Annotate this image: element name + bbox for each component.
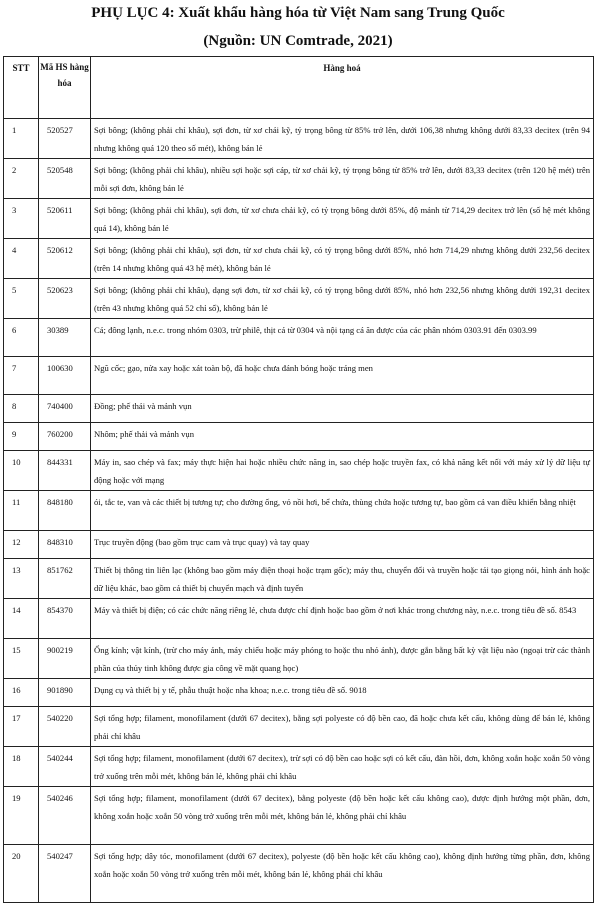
row-stt: 9 bbox=[4, 423, 39, 451]
table-row bbox=[4, 395, 594, 423]
row-stt: 14 bbox=[4, 599, 39, 639]
table-row bbox=[4, 491, 594, 531]
row-description: ói, tắc te, van và các thiết bị tương tự; cho đường ống, vỏ nồi hơi, bể chứa, thùng chứa hoặc tương tự, bao gồm cả van điều khiển bằng nhiệt bbox=[91, 491, 594, 531]
row-hs-code: 854370 bbox=[39, 599, 91, 639]
table-row bbox=[4, 357, 594, 395]
row-stt: 1 bbox=[4, 119, 39, 159]
table-row bbox=[4, 679, 594, 707]
header-goods: Hàng hoá bbox=[91, 57, 594, 119]
row-stt: 3 bbox=[4, 199, 39, 239]
row-description: Sợi bông; (không phải chỉ khâu), sợi đơn, từ xơ chưa chải kỹ, có tỷ trọng bông dưới 85%, độ mảnh từ 714,29 decitex trở lên (số hệ mét không quá 14), không bán lẻ bbox=[91, 199, 594, 239]
row-stt: 18 bbox=[4, 747, 39, 787]
row-description: Sợi tổng hợp; filament, monofilament (dưới 67 decitex), bằng polyeste (độ bền hoặc kết cấu không cao), được định hướng một phần, đơn, không xoắn hoặc xoắn 50 vòng trở xuống trên mỗi mét, không bán lẻ, không phải chỉ khâu bbox=[91, 787, 594, 845]
row-hs-code: 540246 bbox=[39, 787, 91, 845]
row-hs-code: 901890 bbox=[39, 679, 91, 707]
row-description: Máy in, sao chép và fax; máy thực hiện hai hoặc nhiều chức năng in, sao chép hoặc truyền fax, có khả năng kết nối với máy xử lý dữ liệu tự động hoặc với mạng bbox=[91, 451, 594, 491]
row-hs-code: 740400 bbox=[39, 395, 91, 423]
table-row bbox=[4, 451, 594, 491]
row-hs-code: 520612 bbox=[39, 239, 91, 279]
table-row bbox=[4, 239, 594, 279]
table-row bbox=[4, 319, 594, 357]
row-stt: 4 bbox=[4, 239, 39, 279]
row-description: Thiết bị thông tin liên lạc (không bao gồm máy điện thoại hoặc trạm gốc); máy thu, chuyển đổi và truyền hoặc tái tạo giọng nói, hình ảnh hoặc dữ liệu khác, bao gồm cả thiết bị chuyển mạch và định tuyến bbox=[91, 559, 594, 599]
row-description: Sợi tổng hợp; filament, monofilament (dưới 67 decitex), trừ sợi có độ bền cao hoặc sợi có kết cấu, đàn hồi, đơn, không xoắn hoặc xoắn 50 vòng trở xuống trên mỗi mét, không bán lẻ, không phải chỉ khâu bbox=[91, 747, 594, 787]
table-row bbox=[4, 787, 594, 845]
table-row bbox=[4, 707, 594, 747]
table-row bbox=[4, 159, 594, 199]
row-stt: 2 bbox=[4, 159, 39, 199]
header-hs-code: Mã HS hàng hóa bbox=[39, 57, 91, 119]
row-stt: 12 bbox=[4, 531, 39, 559]
row-description: Dụng cụ và thiết bị y tế, phẫu thuật hoặc nha khoa; n.e.c. trong tiêu đề số. 9018 bbox=[91, 679, 594, 707]
table-row bbox=[4, 279, 594, 319]
row-hs-code: 30389 bbox=[39, 319, 91, 357]
row-description: Trục truyền động (bao gồm trục cam và trục quay) và tay quay bbox=[91, 531, 594, 559]
row-stt: 11 bbox=[4, 491, 39, 531]
row-stt: 8 bbox=[4, 395, 39, 423]
table-row bbox=[4, 559, 594, 599]
table-row bbox=[4, 423, 594, 451]
row-hs-code: 540247 bbox=[39, 845, 91, 903]
row-description: Sợi tổng hợp; dây tóc, monofilament (dưới 67 decitex), polyeste (độ bền hoặc kết cấu không cao), không định hướng từng phần, đơn, không xoắn hoặc xoắn 50 vòng trở xuống trên mỗi mét, không bán lẻ, không phải chỉ khâu bbox=[91, 845, 594, 903]
table-row bbox=[4, 531, 594, 559]
row-description: Đồng; phế thải và mảnh vụn bbox=[91, 395, 594, 423]
row-hs-code: 520527 bbox=[39, 119, 91, 159]
row-description: Sợi bông; (không phải chỉ khâu), sợi đơn, từ xơ chưa chải kỹ, có tỷ trọng bông dưới 85%, nhỏ hơn 714,29 nhưng không dưới 232,56 decitex (trên 14 nhưng không quá 43 hệ mét), không bán lẻ bbox=[91, 239, 594, 279]
row-stt: 10 bbox=[4, 451, 39, 491]
row-hs-code: 848180 bbox=[39, 491, 91, 531]
row-description: Sợi bông; (không phải chỉ khâu), nhiều sợi hoặc sợi cáp, từ xơ chải kỹ, tỷ trọng bông từ 85% trở lên, dưới 83,33 decitex (trên 120 hệ mét) trên mỗi sợi đơn, không bán lẻ bbox=[91, 159, 594, 199]
table-row bbox=[4, 639, 594, 679]
table-row bbox=[4, 599, 594, 639]
row-hs-code: 520623 bbox=[39, 279, 91, 319]
header-stt: STT bbox=[4, 57, 39, 119]
table-header-row bbox=[4, 57, 594, 119]
row-hs-code: 848310 bbox=[39, 531, 91, 559]
row-stt: 6 bbox=[4, 319, 39, 357]
table-row bbox=[4, 199, 594, 239]
row-description: Ống kính; vật kính, (trừ cho máy ảnh, máy chiếu hoặc máy phóng to hoặc thu nhỏ ảnh), được gắn bằng bất kỳ vật liệu nào (ngoại trừ các thành phần của thủy tinh không được gia công về mặt quang học) bbox=[91, 639, 594, 679]
row-stt: 20 bbox=[4, 845, 39, 903]
row-hs-code: 844331 bbox=[39, 451, 91, 491]
row-hs-code: 520548 bbox=[39, 159, 91, 199]
row-hs-code: 520611 bbox=[39, 199, 91, 239]
table-row bbox=[4, 119, 594, 159]
row-hs-code: 851762 bbox=[39, 559, 91, 599]
table-row bbox=[4, 747, 594, 787]
row-stt: 17 bbox=[4, 707, 39, 747]
row-description: Máy và thiết bị điện; có các chức năng riêng lẻ, chưa được chỉ định hoặc bao gồm ở nơi khác trong chương này, n.e.c. trong tiêu đề số. 8543 bbox=[91, 599, 594, 639]
row-hs-code: 540244 bbox=[39, 747, 91, 787]
row-hs-code: 760200 bbox=[39, 423, 91, 451]
row-hs-code: 100630 bbox=[39, 357, 91, 395]
row-stt: 15 bbox=[4, 639, 39, 679]
row-hs-code: 900219 bbox=[39, 639, 91, 679]
row-stt: 7 bbox=[4, 357, 39, 395]
row-stt: 13 bbox=[4, 559, 39, 599]
row-description: Ngũ cốc; gạo, nửa xay hoặc xát toàn bộ, đã hoặc chưa đánh bóng hoặc tráng men bbox=[91, 357, 594, 395]
page-title: PHỤ LỤC 4: Xuất khẩu hàng hóa từ Việt Nam sang Trung Quốc bbox=[91, 5, 505, 21]
row-description: Sợi bông; (không phải chỉ khâu), sợi đơn, từ xơ chải kỹ, tỷ trọng bông từ 85% trở lên, dưới 106,38 nhưng không dưới 83,33 decitex (trên 94 nhưng không quá 120 theo số mét), không bán lẻ bbox=[91, 119, 594, 159]
page-subtitle: (Nguồn: UN Comtrade, 2021) bbox=[203, 33, 393, 49]
table-row bbox=[4, 845, 594, 903]
row-description: Sợi tổng hợp; filament, monofilament (dưới 67 decitex), bằng sợi polyeste có độ bền cao, đã hoặc chưa kết cấu, không dùng để bán lẻ, không phải chỉ khâu bbox=[91, 707, 594, 747]
row-description: Nhôm; phế thải và mảnh vụn bbox=[91, 423, 594, 451]
row-stt: 19 bbox=[4, 787, 39, 845]
row-hs-code: 540220 bbox=[39, 707, 91, 747]
row-stt: 5 bbox=[4, 279, 39, 319]
table-body bbox=[4, 119, 594, 903]
row-description: Sợi bông; (không phải chỉ khâu), dạng sợi đơn, từ xơ chải kỹ, có tỷ trọng bông dưới 85%, nhỏ hơn 232,56 nhưng không dưới 192,31 decitex (trên 43 nhưng không quá 52 chỉ số), không bán lẻ bbox=[91, 279, 594, 319]
row-description: Cá; đông lạnh, n.e.c. trong nhóm 0303, trừ philê, thịt cá từ 0304 và nội tạng cá ăn được của các phân nhóm 0303.91 đến 0303.99 bbox=[91, 319, 594, 357]
export-table bbox=[3, 56, 594, 903]
row-stt: 16 bbox=[4, 679, 39, 707]
